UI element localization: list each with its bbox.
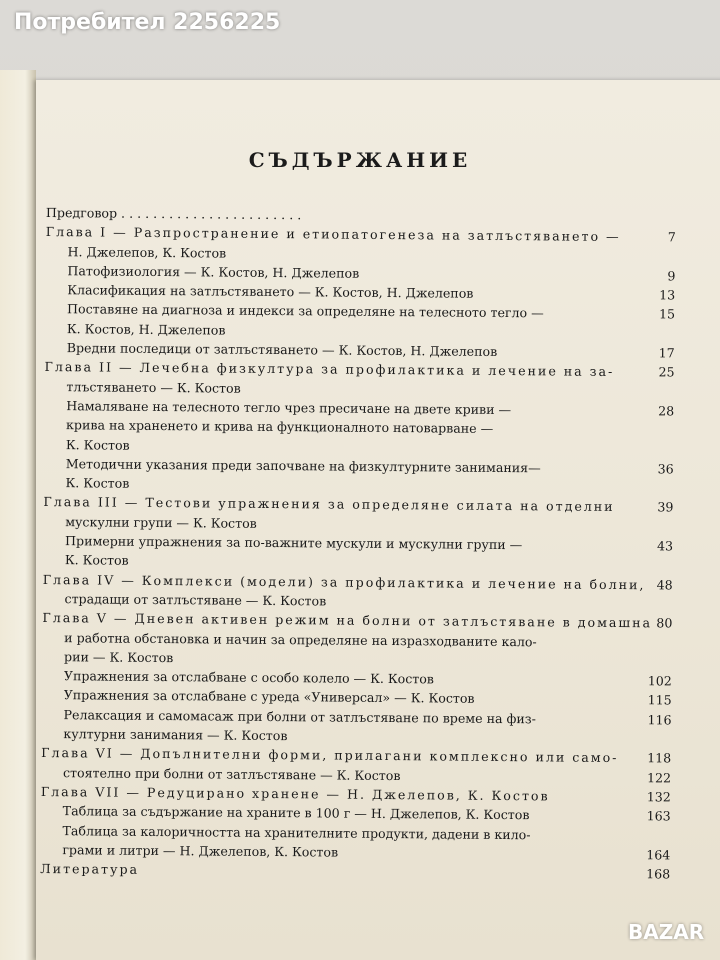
toc-entry-text: Глава I — Разпространение и етиопатогенеза на затлъстяването —: [45, 224, 621, 245]
toc-entry-text: Релаксация и самомасаж при болни от затлъстяване по време на физ-: [63, 706, 536, 727]
toc-entry-text: Таблица за калоричността на хранителните продукти, дадени в кило-: [62, 822, 531, 842]
toc-entry-text: културни занимания — К. Костов: [63, 726, 288, 744]
toc-page-number: 25: [658, 364, 675, 380]
toc-page-number: 116: [647, 711, 672, 728]
toc-page-number: 48: [656, 576, 673, 593]
toc-entry-text: и работна обстановка и начин за определяне на изразходваните кало-: [64, 629, 537, 649]
user-watermark: Потребител 2256225: [14, 10, 281, 35]
toc-entry-text: К. Костов, Н. Джелепов: [66, 320, 226, 338]
toc-page-number: 164: [646, 847, 671, 863]
site-logo: BAZAR: [628, 920, 705, 944]
toc-entry-text: Литература: [40, 861, 140, 877]
toc-entry-text: Глава V — Дневен активен режим на болни от затлъстяване в домашна: [42, 610, 653, 631]
toc-entry-text: Н. Джелепов, К. Костов: [67, 243, 227, 261]
toc-page-number: 80: [656, 615, 673, 631]
toc-entry-text: тлъстяването — К. Костов: [66, 378, 241, 396]
toc-entry-text: Глава III — Тестови упражнения за определяне силата на отделни: [43, 494, 615, 515]
toc-page-number: 122: [646, 769, 672, 786]
toc-entry-text: Патофизиология — К. Костов, Н. Джелепов: [67, 263, 360, 281]
toc-page-number: 115: [647, 692, 672, 708]
toc-entry-text: стоятелно при болни от затлъстяване — К. Костов: [62, 764, 401, 783]
toc-entry-text: Вредни последици от затлъстяването — К. Костов, Н. Джелепов: [66, 340, 498, 360]
toc-entry-text: К. Костов: [65, 475, 130, 491]
toc-page-number: 17: [658, 345, 675, 361]
toc-page-number: 102: [647, 673, 672, 689]
toc-entry-text: страдащи от затлъстяване — К. Костов: [64, 591, 327, 609]
toc-entry-text: Глава VII — Редуцирано хранене — Н. Джелепов, К. Костов: [40, 783, 550, 804]
toc-entry-text: Класификация на затлъстяването — К. Костов, Н. Джелепов: [67, 282, 474, 301]
toc-page-number: 13: [659, 287, 676, 303]
toc-page-number: 9: [667, 268, 676, 284]
toc-page-number: 132: [646, 789, 671, 805]
toc-entry-text: Упражнения за отслабване с особо колело — К. Костов: [63, 668, 435, 687]
toc-entry-text: Глава IV — Комплекси (модели) за профилактика и лечение на болни,: [42, 571, 646, 592]
toc-entry-text: мускулни групи — К. Костов: [65, 513, 257, 531]
left-page-edge: [0, 70, 36, 960]
table-of-contents: [40, 205, 686, 886]
toc-entry-text: крива на храненето и крива на функционалното натоварване —: [66, 417, 494, 437]
toc-entry-text: Предговор . . . . . . . . . . . . . . . . . . . . . . .: [45, 205, 302, 223]
toc-page-number: 43: [656, 538, 674, 554]
toc-entry-text: рии — К. Костов: [63, 649, 174, 665]
toc-entry-text: Упражнения за отслабване с уреда «Универсал» — К. Костов: [63, 687, 475, 707]
toc-page-number: 28: [658, 403, 675, 419]
toc-entry-text: Таблица за съдържание на храните в 100 г — Н. Джелепов, К. Костов: [62, 803, 530, 823]
toc-page-number: 7: [667, 229, 676, 245]
toc-entry-text: Поставяне на диагноза и индекси за определяне на телесното тегло —: [67, 301, 544, 321]
page-title: СЪДЪРЖАНИЕ: [248, 148, 472, 172]
toc-entry-text: К. Костов: [64, 552, 129, 569]
toc-page-number: 118: [647, 750, 672, 766]
toc-entry-text: Методични указания преди започване на физкултурните занимания—: [65, 456, 541, 476]
toc-page-number: 39: [657, 499, 674, 515]
toc-entry-text: Глава VI — Допълнителни форми, прилагани комплексно или само-: [41, 745, 619, 766]
toc-entry-text: К. Костов: [65, 436, 130, 453]
toc-page-number: 168: [646, 866, 671, 882]
toc-entry-text: Намаляване на телесното тегло чрез пресичане на двете криви —: [66, 398, 512, 418]
toc-page-number: 163: [646, 808, 671, 824]
toc-page-number: 36: [657, 461, 674, 477]
toc-entry-text: Глава II — Лечебна физкултура за профилактика и лечение на за-: [44, 359, 615, 380]
toc-page-number: 15: [658, 306, 676, 322]
toc-entry-text: Примерни упражнения за по-важните мускули и мускулни групи —: [65, 533, 523, 553]
toc-entry-text: грами и литри — Н. Джелепов, К. Костов: [62, 841, 339, 860]
